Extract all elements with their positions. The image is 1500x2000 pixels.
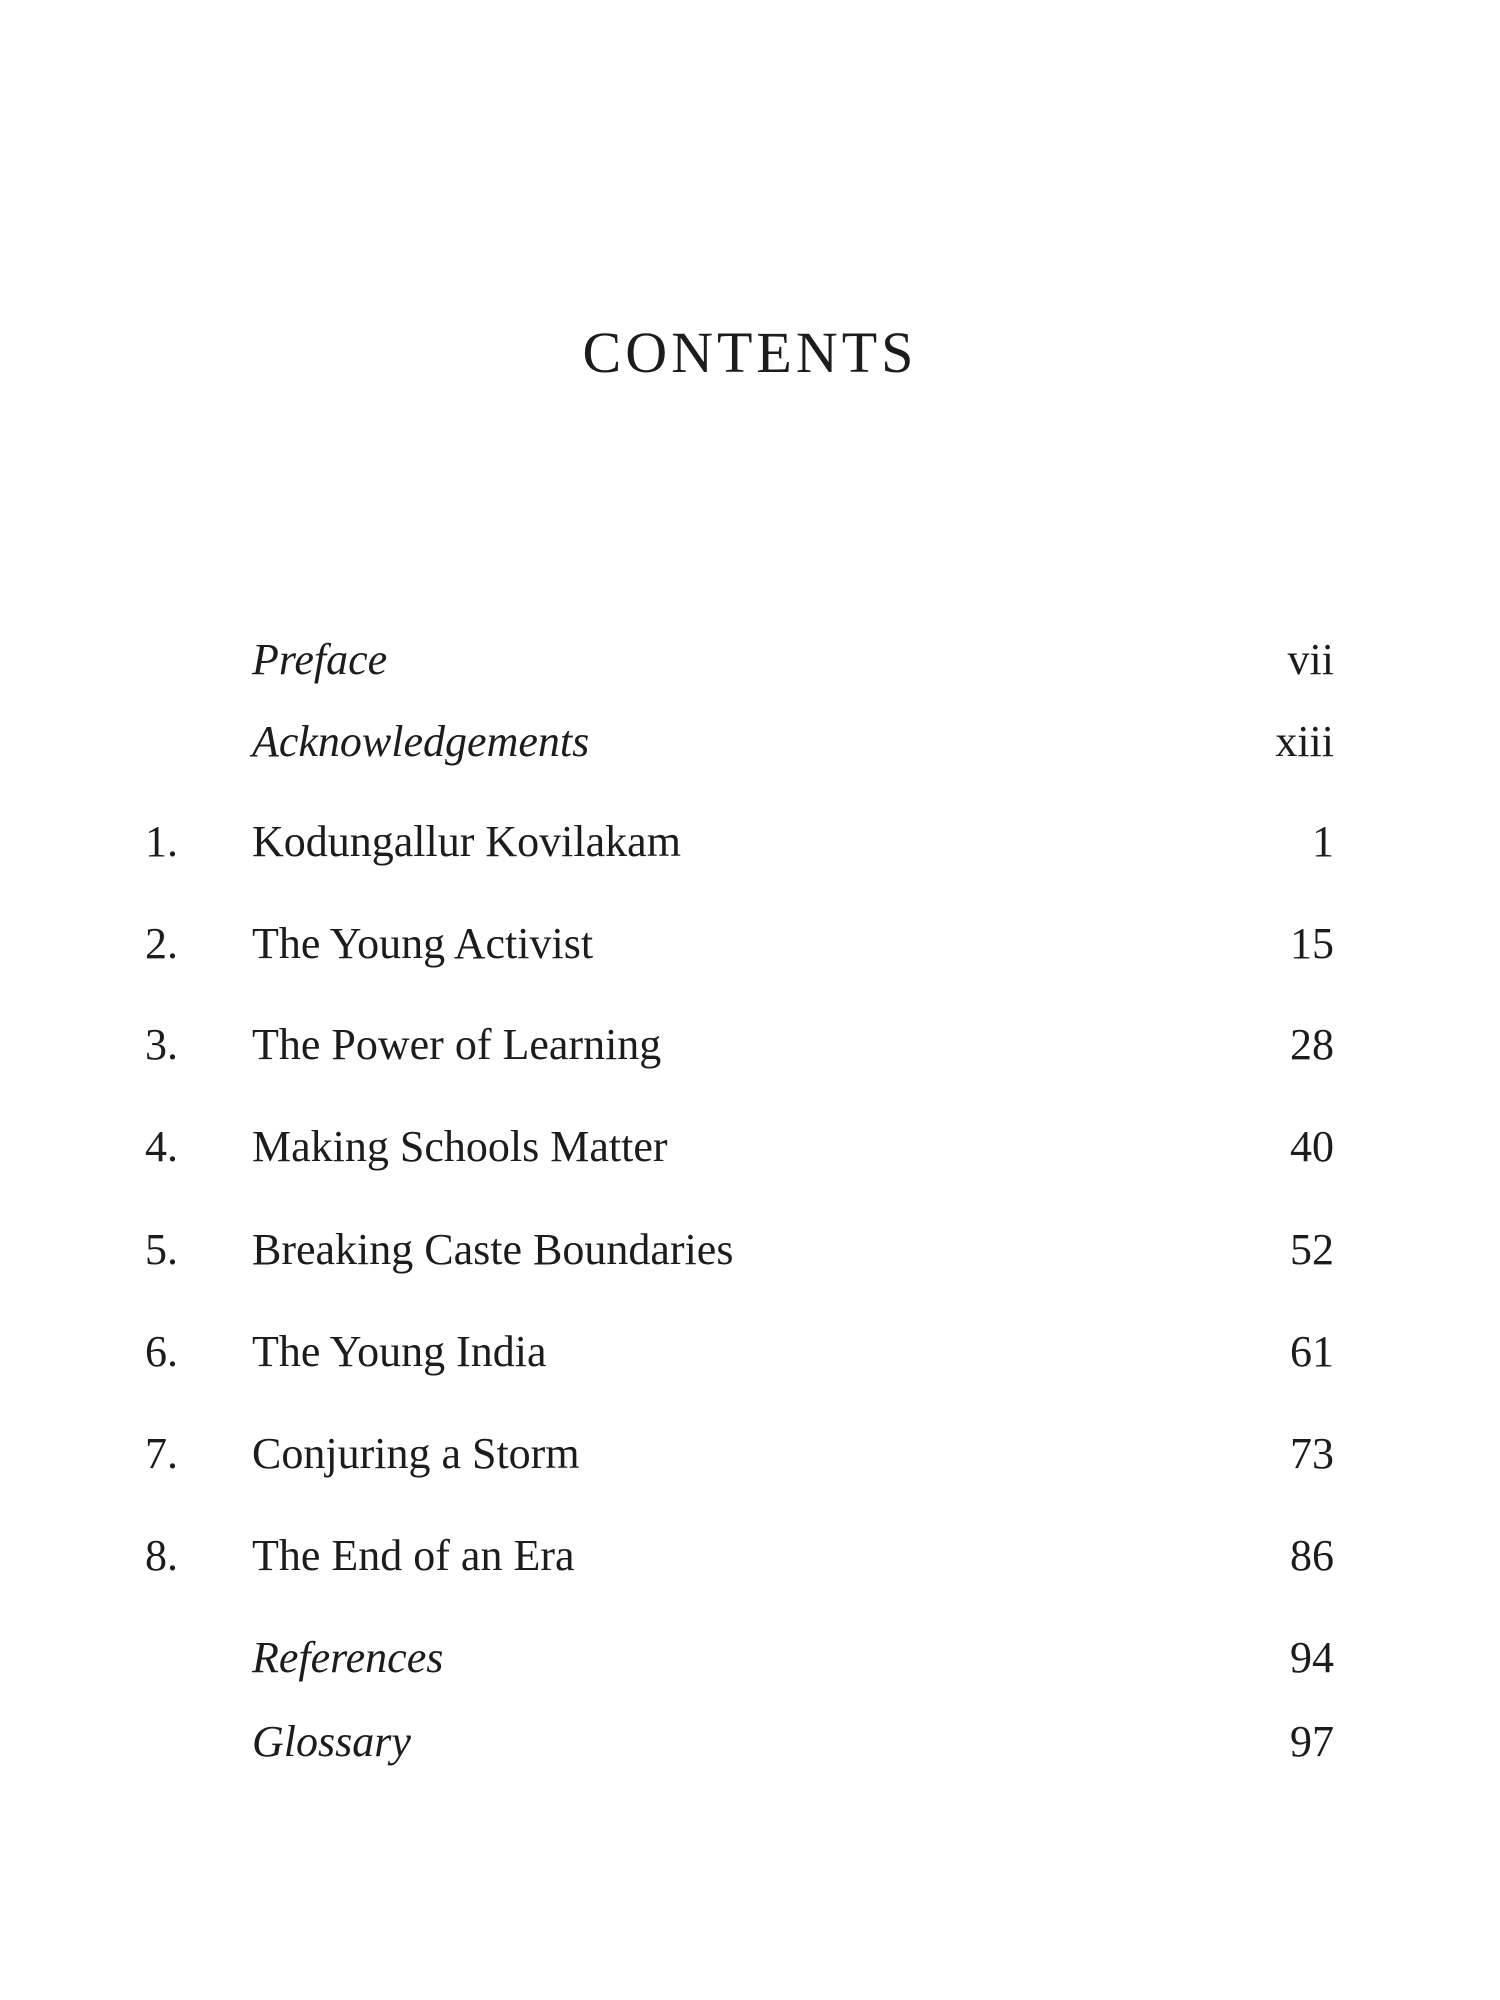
entry-page-number: 28: [1290, 1020, 1334, 1069]
toc-entry-glossary[interactable]: [0, 1712, 1500, 1772]
entry-page-number: 61: [1290, 1327, 1334, 1376]
entry-page-number: 52: [1290, 1225, 1334, 1274]
entry-label: Acknowledgements: [252, 717, 590, 766]
entry-number: 1.: [145, 817, 178, 866]
entry-number: 8.: [145, 1531, 178, 1580]
entry-number: 4.: [145, 1122, 178, 1171]
entry-label: The Young India: [252, 1327, 547, 1376]
toc-entry-chapter-1[interactable]: [0, 812, 1500, 872]
entry-page-number: 97: [1290, 1717, 1334, 1766]
entry-label: The End of an Era: [252, 1531, 575, 1580]
entry-number: 6.: [145, 1327, 178, 1376]
entry-page-number: 86: [1290, 1531, 1334, 1580]
toc-entry-chapter-8[interactable]: [0, 1526, 1500, 1586]
toc-entry-chapter-5[interactable]: [0, 1220, 1500, 1280]
entry-page-number: 94: [1290, 1633, 1334, 1682]
entry-number: 2.: [145, 919, 178, 968]
entry-number: 5.: [145, 1225, 178, 1274]
page-title: CONTENTS: [582, 320, 918, 385]
toc-entry-preface[interactable]: [0, 630, 1500, 690]
entry-label: Preface: [252, 635, 388, 684]
toc-entry-chapter-4[interactable]: [0, 1117, 1500, 1177]
entry-label: Breaking Caste Boundaries: [252, 1225, 734, 1274]
entry-label: Kodungallur Kovilakam: [252, 817, 681, 866]
entry-page-number: 1: [1312, 817, 1334, 866]
toc-entry-chapter-2[interactable]: [0, 914, 1500, 974]
entry-label: Glossary: [252, 1717, 411, 1766]
entry-number: 3.: [145, 1020, 178, 1069]
entry-label: The Power of Learning: [252, 1020, 662, 1069]
toc-entry-references[interactable]: [0, 1628, 1500, 1688]
entry-page-number: 40: [1290, 1122, 1334, 1171]
toc-entry-chapter-6[interactable]: [0, 1322, 1500, 1382]
toc-entry-chapter-7[interactable]: [0, 1424, 1500, 1484]
toc-entry-acknowledgements[interactable]: [0, 712, 1500, 772]
entry-label: References: [252, 1633, 444, 1682]
toc-entry-chapter-3[interactable]: [0, 1015, 1500, 1075]
entry-page-number: xiii: [1275, 717, 1334, 766]
entry-label: The Young Activist: [252, 919, 594, 968]
entry-label: Making Schools Matter: [252, 1122, 668, 1171]
entry-page-number: 15: [1290, 919, 1334, 968]
entry-page-number: 73: [1290, 1429, 1334, 1478]
entry-page-number: vii: [1287, 635, 1334, 684]
entry-number: 7.: [145, 1429, 178, 1478]
entry-label: Conjuring a Storm: [252, 1429, 580, 1478]
